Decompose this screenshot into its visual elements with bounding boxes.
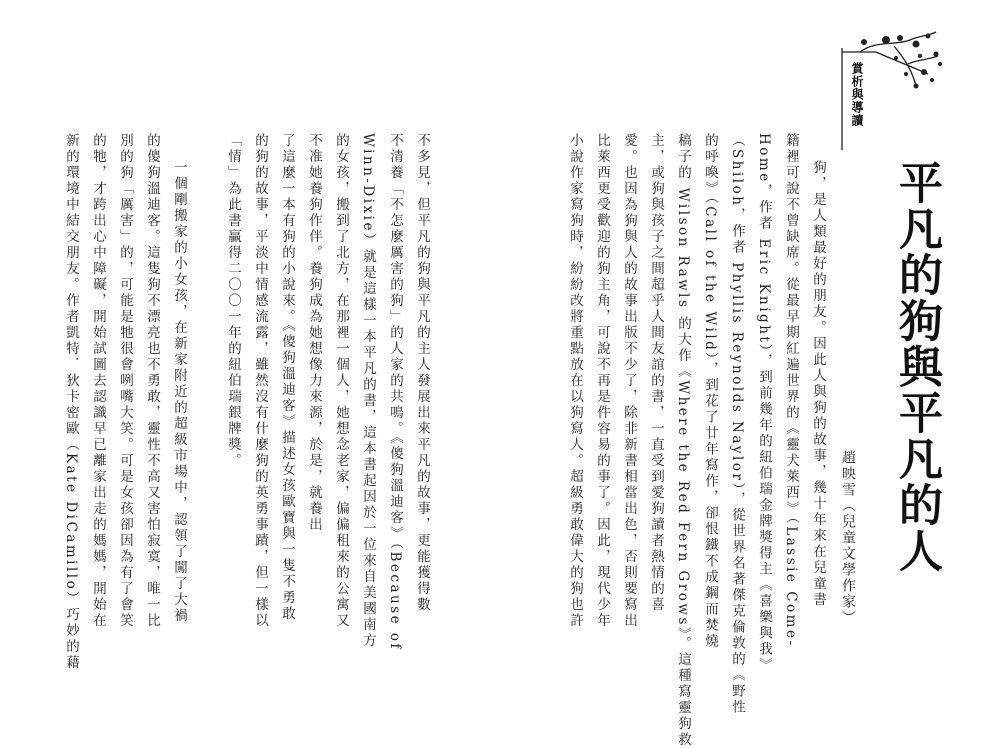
text-column: 「情」為此書贏得二〇〇一年的紐伯瑞銀牌獎。 [225, 133, 241, 469]
text-column: 的女孩，搬到了北方，在那裡一個人，她想念老家，偏偏租來的公寓又 [333, 133, 349, 629]
text-column: 籍裡可說不曾缺席。從最早期紅遍世界的《靈犬萊西》（Lassie Come- [783, 133, 799, 648]
text-column: Home，作者 Eric Knight），到前幾年的紐伯瑞金牌獎得主《喜樂與我》 [756, 133, 772, 674]
text-column: 的牠，才跨出心中障礙，開始試圖去認識早已離家出走的媽媽，開始在 [90, 133, 106, 629]
text-column: 別的狗「厲害」的，可能是牠很會咧嘴大笑。可是女孩卻因為有了會笑 [117, 133, 133, 629]
text-column: 比萊西更受歡迎的狗主角，可說不再是件容易的事了。因此，現代少年 [594, 133, 610, 629]
text-column: 新的環境中結交朋友。作者凱特．狄卡密歐（Kate DiCamillo）巧妙的藉 [63, 133, 79, 672]
article-author: 趙映雪（兒童文學作家） [840, 450, 856, 626]
section-label: 賞析與導讀 [850, 62, 864, 127]
text-column: 愛。也因為狗與人的故事出版不少了，除非新書相當出色，否則要寫出 [621, 133, 637, 629]
text-column: 不多見，但平凡的狗與平凡的主人發展出來平凡的故事，更能獲得數 [414, 133, 430, 613]
text-column: 的狗的故事，平淡中情感流露，雖然沒有什麼狗的英勇事蹟，但一樣以 [252, 133, 268, 629]
text-column: 不准她養狗作伴。養狗成為她想像力來源，於是，就養出 [306, 133, 322, 533]
text-column: （Shiloh，作者 Phyllis Reynolds Naylor），從世界名著傑克倫敦的《野性 [729, 133, 745, 716]
text-column: 不清養「不怎麼厲害的狗」的人家的共鳴。《傻狗溫迪客》（Because of [387, 133, 403, 652]
text-column: 稿子的 Wilson Rawls 的大作《Where the Red Fern Grows》。這種寫靈狗救 [675, 133, 691, 748]
text-column: 的傻狗溫迪客。這隻狗不漂亮也不勇敢，靈性不高又害怕寂寞，唯一比 [144, 133, 160, 629]
section-badge [836, 30, 948, 158]
text-column: 了這麼一本有狗的小說來。《傻狗溫迪客》描述女孩歐寶與一隻不勇敢 [279, 133, 295, 623]
text-column: 的呼喚》（Call of the Wild），到花了廿年寫作，卻恨鐵不成鋼而焚燒 [702, 133, 718, 650]
text-column: 一個剛搬家的小女孩，在新家附近的超級市場中，認領了闖了大禍 [171, 160, 187, 624]
text-column: 主，或狗與孩子之間超乎人間友誼的書，一直受到愛狗讀者熱情的喜 [648, 133, 664, 613]
text-column: 小說作家寫狗時，紛紛改將重點放在以狗寫人。超級勇敢偉大的狗也許 [567, 133, 583, 629]
text-column: 狗，是人類最好的朋友。因此人與狗的故事，幾十年來在兒童書 [810, 160, 826, 608]
article-title: 平凡的狗與平凡的人 [891, 160, 942, 574]
text-column: Winn-Dixie）就是這樣一本平凡的書，這本書起因於一位來自美國南方 [360, 133, 376, 649]
